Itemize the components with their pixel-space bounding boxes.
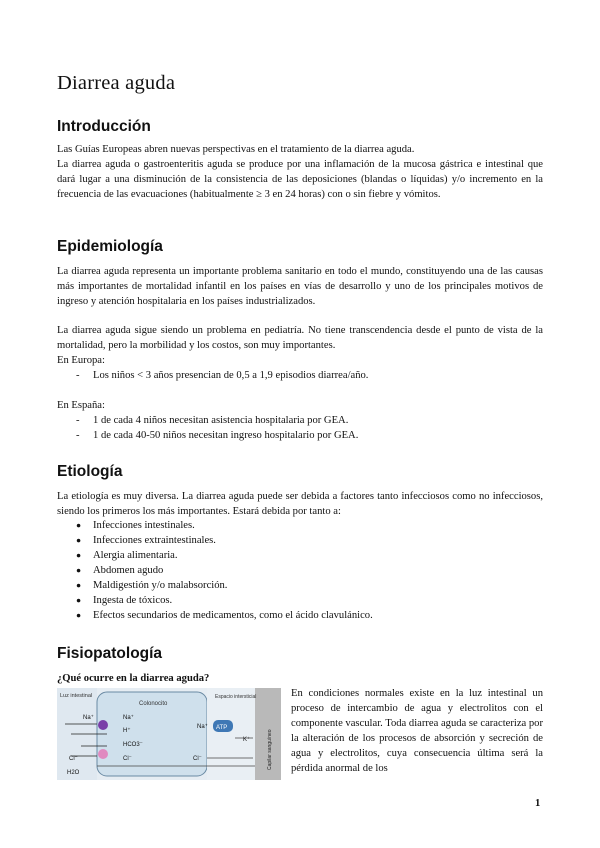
k-label: K⁺ [243,737,251,743]
epidemiologia-paragraph-2: La diarrea aguda sigue siendo un problema en pediatría. No tiene transcendencia desde el punto de vista de la mortalidad, pero la morbilidad y los costos, son muy importantes. [57,325,543,351]
colonocyte-diagram [57,688,281,780]
na-label: Na⁺ [83,715,94,721]
list-item: ● Abdomen agudo [57,563,543,578]
espana-list [57,413,543,443]
channel-marker [98,749,108,759]
epidemiologia-paragraph-1: La diarrea aguda representa un importante problema sanitario en todo el mundo, constituyendo una de las causas más importantes de mortalidad infantil en los países en vías de desarrollo y uno de los principales motivos de ingreso y atención hospitalaria en los países industrializados. [57,266,543,307]
fisiopatologia-side-text: En condiciones normales existe en la luz intestinal un proceso de intercambio de agua y electrolitos con el componente vascular. Toda diarrea aguda se caracteriza por la alteración de los procesos de absorción y secreción de agua y electrolitos, cuya consecuencia última será la pérdida anormal de los [291,688,544,774]
list-item: ● Infecciones intestinales. [57,518,543,533]
exchanger-marker [98,720,108,730]
europa-label: En Europa: [57,355,105,366]
list-item: - 1 de cada 40-50 niños necesitan ingreso hospitalario por GEA. [57,428,543,443]
intro-paragraph-2: La diarrea aguda o gastroenteritis aguda se produce por una inflamación de la mucosa gástrica e intestinal que dará lugar a una disminución de la consistencia de las deposiciones (blandas o líquidas) y/o incremento en la frecuencia de las evacuaciones (habitualmente ≥ 3 en 24 horas) con o sin fiebre y vómitos. [57,159,543,200]
list-item: - Los niños < 3 años presencian de 0,5 a 1,9 episodios diarrea/año. [57,368,543,383]
hco3-label: HCO3⁻ [123,742,143,748]
list-item: ● Efectos secundarios de medicamentos, como el ácido clavulánico. [57,608,543,623]
section-heading-epidemiologia: Epidemiología [57,238,163,255]
list-item: ● Infecciones extraintestinales. [57,533,543,548]
document-title: Diarrea aguda [57,72,176,94]
h-label: H⁺ [123,728,131,734]
cl-label: Cl⁻ [69,756,78,762]
list-item: - 1 de cada 4 niños necesitan asistencia hospitalaria por GEA. [57,413,543,428]
page-number: 1 [535,798,541,809]
list-item: ● Alergia alimentaria. [57,548,543,563]
etiologia-list [57,518,543,623]
intro-paragraph-1: Las Guías Europeas abren nuevas perspectivas en el tratamiento de la diarrea aguda. [57,144,415,155]
interstitial-label: Espacio intersticial [215,694,257,700]
section-heading-fisiopatologia: Fisiopatología [57,645,163,662]
espana-label: En España: [57,400,105,411]
na-basal-label: Na⁺ [197,724,208,730]
atp-label: ATP [216,725,228,731]
cl-inner-label: Cl⁻ [123,756,132,762]
cl-basal-label: Cl⁻ [193,756,202,762]
section-heading-introduccion: Introducción [57,118,151,135]
europa-list [57,368,543,383]
etiologia-paragraph-1: La etiología es muy diversa. La diarrea aguda puede ser debida a factores tanto infecciosos como no infecciosos, siendo los primeros los más importantes. Estará debida por tanto a: [57,491,543,517]
water-label: H2O [67,770,80,776]
list-item: ● Maldigestión y/o malabsorción. [57,578,543,593]
list-item: ● Ingesta de tóxicos. [57,593,543,608]
fisiopatologia-question: ¿Qué ocurre en la diarrea aguda? [57,673,210,684]
vessel-label: Capilar sanguíneo [267,729,273,770]
na-inner-label: Na⁺ [123,715,134,721]
cell-label: Colonocito [139,701,168,707]
lumen-label: Luz intestinal [60,693,93,699]
section-heading-etiologia: Etiología [57,463,123,480]
